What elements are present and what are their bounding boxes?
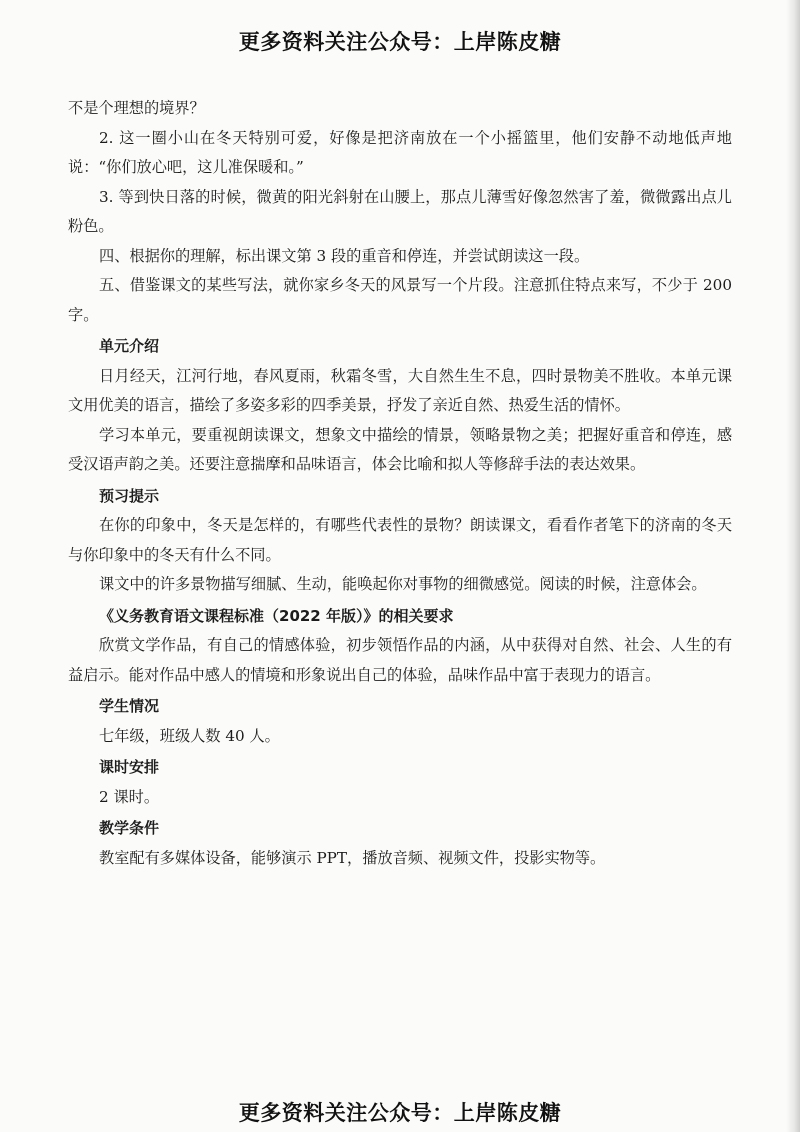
exercise-item-2: 2. 这一圈小山在冬天特别可爱，好像是把济南放在一个小摇篮里，他们安静不动地低声地说：“你们放心吧，这儿准保暖和。” [68,128,732,176]
footer-banner: 更多资料关注公众号：上岸陈皮糖 [238,1101,562,1125]
unit-intro-paragraph-1: 日月经天，江河行地，春风夏雨，秋霜冬雪，大自然生生不息，四时景物美不胜收。本单元课文用优美的语言，描绘了多姿多彩的四季美景，抒发了亲近自然、热爱生活的情怀。 [68,366,732,414]
student-info-paragraph: 七年级，班级人数 40 人。 [99,726,280,745]
heading-schedule: 课时安排 [99,758,160,776]
heading-preview-tips: 预习提示 [99,486,160,505]
exercise-item-3: 3. 等到快日落的时候，微黄的阳光斜射在山腰上，那点儿薄雪好像忽然害了羞，微微露出点儿粉色。 [68,187,732,235]
preview-paragraph-1: 在你的印象中，冬天是怎样的，有哪些代表性的景物？朗读课文，看看作者笔下的济南的冬天与你印象中的冬天有什么不同。 [68,516,732,564]
document-body [68,94,732,873]
page-edge-shadow [786,0,800,1132]
heading-student-info: 学生情况 [99,697,160,715]
standard-paragraph: 欣赏文学作品，有自己的情感体验，初步领悟作品的内涵，从中获得对自然、社会、人生的有益启示。能对作品中感人的情境和形象说出自己的体验，品味作品中富于表现力的语言。 [68,636,732,684]
header-banner: 更多资料关注公众号：上岸陈皮糖 [238,30,562,54]
heading-curriculum-standard: 《义务教育语文课程标准（2022 年版）》的相关要求 [99,606,454,625]
schedule-paragraph: 2 课时。 [99,787,160,806]
exercise-four: 四、根据你的理解，标出课文第 3 段的重音和停连，并尝试朗读这一段。 [99,246,590,265]
paragraph-continued: 不是个理想的境界？ [68,99,205,117]
heading-teaching-conditions: 教学条件 [99,819,160,837]
preview-paragraph-2: 课文中的许多景物描写细腻、生动，能唤起你对事物的细微感觉。阅读的时候，注意体会。 [99,575,707,593]
exercise-five: 五、借鉴课文的某些写法，就你家乡冬天的风景写一个片段。注意抓住特点来写，不少于 200 字。 [68,276,732,324]
conditions-paragraph: 教室配有多媒体设备，能够演示 PPT，播放音频、视频文件，投影实物等。 [99,848,606,867]
heading-unit-intro: 单元介绍 [99,337,160,355]
unit-intro-paragraph-2: 学习本单元，要重视朗读课文，想象文中描绘的情景，领略景物之美；把握好重音和停连，感受汉语声韵之美。还要注意揣摩和品味语言，体会比喻和拟人等修辞手法的表达效果。 [68,425,732,473]
